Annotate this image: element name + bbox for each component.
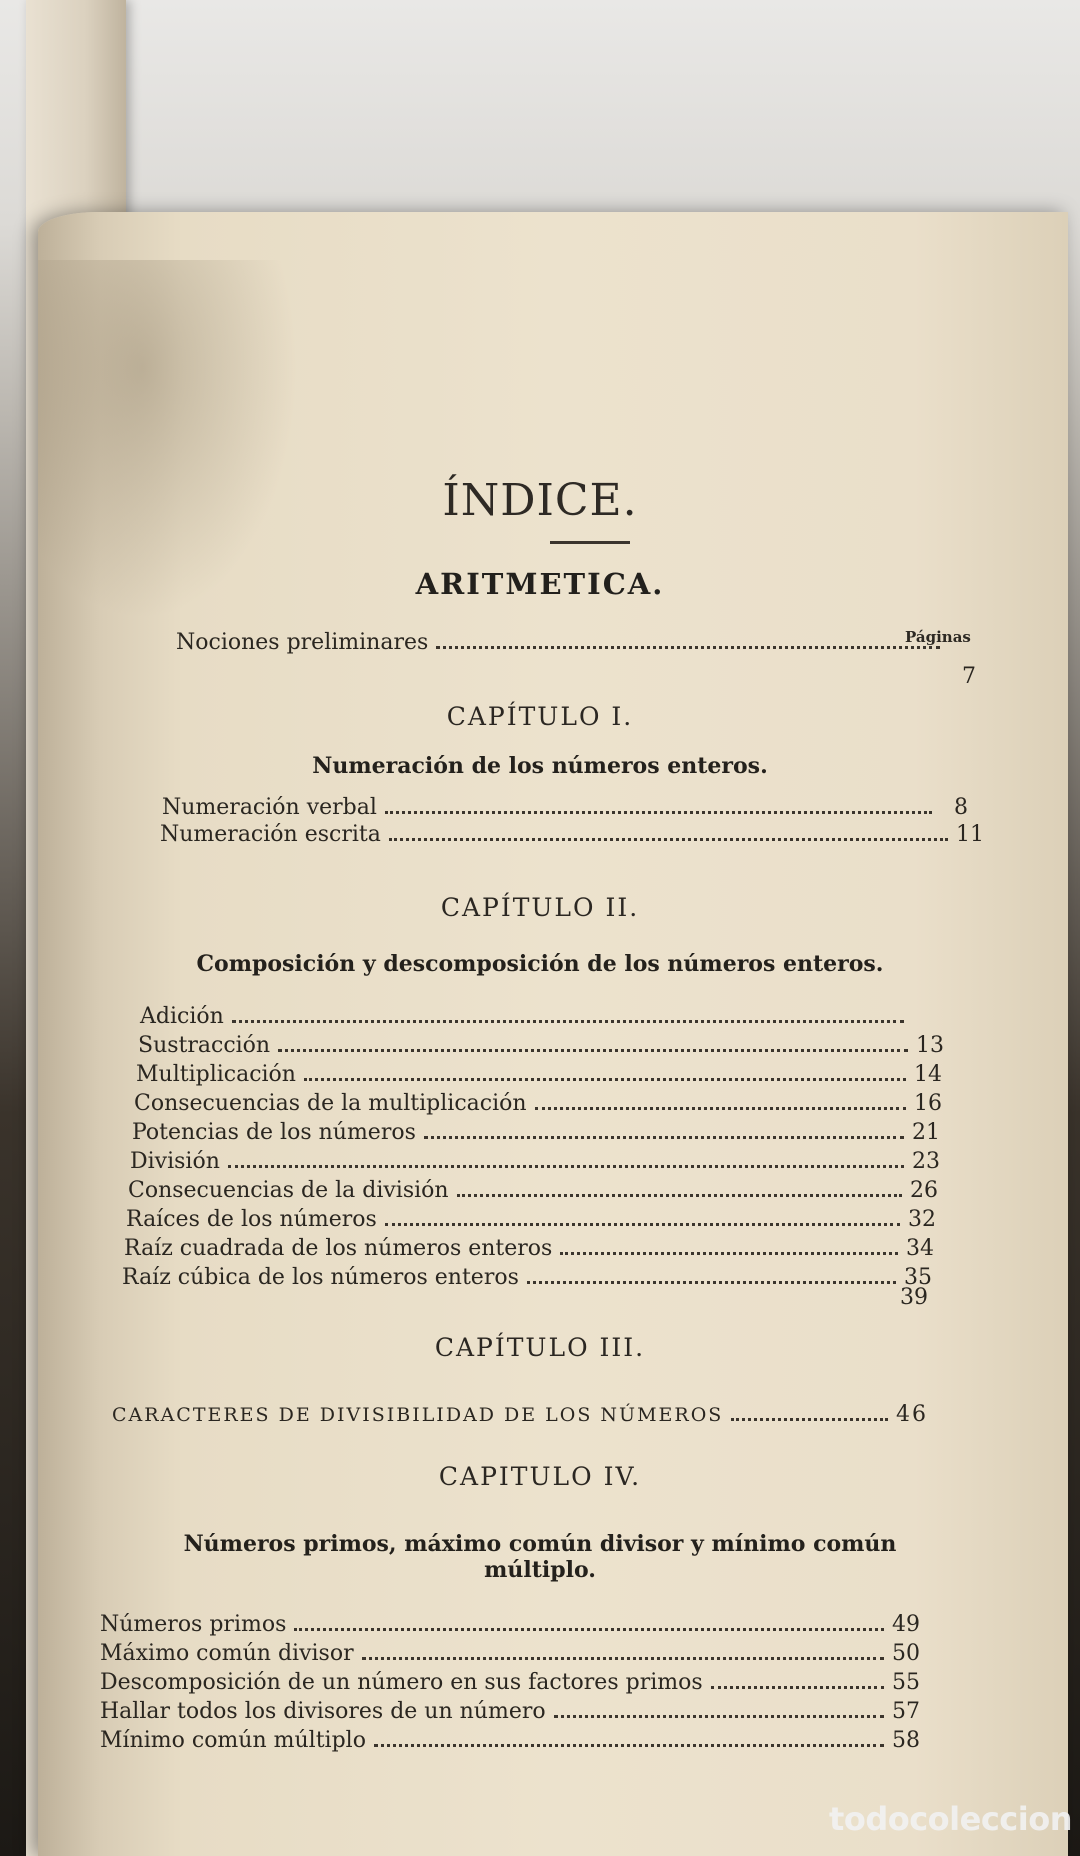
toc-entry-page: 58: [892, 1728, 920, 1753]
page-shadow: [38, 260, 298, 620]
leader-dots: [385, 797, 932, 814]
leader-dots: [424, 1122, 904, 1139]
toc-entry-label: Descomposición de un número en sus factores primos: [100, 1670, 703, 1695]
toc-entry-page: 46: [896, 1402, 928, 1427]
toc-entry-label: Numeración escrita: [160, 822, 381, 847]
toc-entry-page: 39: [900, 1285, 928, 1310]
toc-entry-label: Consecuencias de la multiplicación: [134, 1091, 527, 1116]
toc-entry-label: Nociones preliminares: [176, 630, 429, 655]
toc-entry: [100, 1699, 920, 1724]
toc-entry-page: 49: [892, 1612, 920, 1637]
toc-entry-label: Numeración verbal: [162, 795, 377, 820]
leader-dots: [278, 1035, 908, 1052]
toc-entry-label: Potencias de los números: [132, 1120, 416, 1145]
leader-dots: [374, 1730, 884, 1747]
chapter-title: Números primos, máximo común divisor y mínimo común: [183, 1531, 897, 1557]
toc-entry-page: 57: [892, 1699, 920, 1724]
toc-entry: [176, 630, 976, 689]
toc-entry: [132, 1120, 940, 1145]
toc-entry: [128, 1178, 938, 1203]
leader-dots: [711, 1672, 884, 1689]
chapter-title: Numeración de los números enteros.: [312, 753, 768, 779]
leader-dots: [560, 1238, 898, 1255]
index-title: ÍNDICE.: [442, 475, 638, 526]
toc-entry-label: Raíces de los números: [126, 1207, 377, 1232]
leader-dots: [385, 1209, 900, 1226]
toc-entry-page: 7: [962, 664, 976, 689]
leader-dots: [554, 1701, 884, 1718]
toc-entry-label: Hallar todos los divisores de un número: [100, 1699, 546, 1724]
toc-entry: [100, 1612, 920, 1637]
toc-entry-page: 14: [914, 1062, 942, 1087]
watermark-logo: todocoleccion: [829, 1800, 1072, 1838]
toc-entry-label: Mínimo común múltiplo: [100, 1728, 366, 1753]
chapter-title-continued: múltiplo.: [484, 1557, 596, 1583]
toc-entry-page: 32: [908, 1207, 936, 1232]
leader-dots: [436, 632, 940, 649]
toc-entry-page: 16: [914, 1091, 942, 1116]
leader-dots: [228, 1151, 904, 1168]
leader-dots: [731, 1404, 888, 1421]
chapter-heading: CAPITULO IV.: [438, 1462, 642, 1491]
chapter-title: Composición y descomposición de los números enteros.: [196, 951, 884, 977]
toc-entry: [124, 1236, 934, 1261]
toc-entry-label: Adición: [140, 1004, 224, 1029]
title-rule: [550, 541, 630, 544]
leader-dots: [389, 824, 948, 841]
leader-dots: [294, 1614, 884, 1631]
toc-entry-label: Máximo común divisor: [100, 1641, 354, 1666]
leader-dots: [362, 1643, 884, 1660]
toc-entry: [134, 1091, 942, 1116]
toc-entry-page: 11: [956, 822, 984, 847]
toc-entry: [900, 1285, 930, 1310]
toc-entry: [162, 795, 968, 820]
toc-entry: [100, 1641, 920, 1666]
leader-dots: [304, 1064, 906, 1081]
chapter-heading: CAPÍTULO I.: [446, 702, 634, 731]
leader-dots: [232, 1006, 904, 1023]
leader-dots: [457, 1180, 902, 1197]
toc-entry-page: 34: [906, 1236, 934, 1261]
toc-entry-page: 26: [910, 1178, 938, 1203]
toc-entry-label: Sustracción: [138, 1033, 271, 1058]
toc-entry-page: 35: [904, 1265, 932, 1290]
leader-dots: [527, 1267, 896, 1284]
toc-entry: [112, 1402, 928, 1427]
chapter-heading: CAPÍTULO III.: [434, 1333, 646, 1362]
toc-entry-label: División: [130, 1149, 220, 1174]
toc-entry: [130, 1149, 940, 1174]
toc-entry-page: 13: [916, 1033, 944, 1058]
leader-dots: [535, 1093, 906, 1110]
toc-entry: [160, 822, 984, 847]
toc-entry-label: Multiplicación: [136, 1062, 296, 1087]
toc-entry: [126, 1207, 936, 1232]
toc-entry-label: Números primos: [100, 1612, 287, 1637]
toc-entry-page: 55: [892, 1670, 920, 1695]
toc-entry: [100, 1728, 920, 1753]
toc-entry-label: Raíz cúbica de los números enteros: [122, 1265, 519, 1290]
toc-entry-label: Consecuencias de la división: [128, 1178, 449, 1203]
toc-entry: [122, 1265, 932, 1290]
toc-entry-page: 23: [912, 1149, 940, 1174]
toc-entry-page: 21: [912, 1120, 940, 1145]
toc-entry: [138, 1033, 944, 1058]
toc-entry: [140, 1004, 940, 1029]
pages-column-label: Páginas: [905, 628, 971, 646]
chapter-heading: CAPÍTULO II.: [440, 893, 640, 922]
toc-entry-label: Raíz cuadrada de los números enteros: [124, 1236, 553, 1261]
toc-entry: [136, 1062, 942, 1087]
toc-entry-page: 8: [954, 795, 968, 820]
section-subtitle: ARITMETICA.: [415, 567, 665, 601]
toc-entry: [100, 1670, 920, 1695]
toc-entry-label: CARACTERES DE DIVISIBILIDAD DE LOS NÚMEROS: [112, 1404, 724, 1426]
toc-entry-page: 50: [892, 1641, 920, 1666]
